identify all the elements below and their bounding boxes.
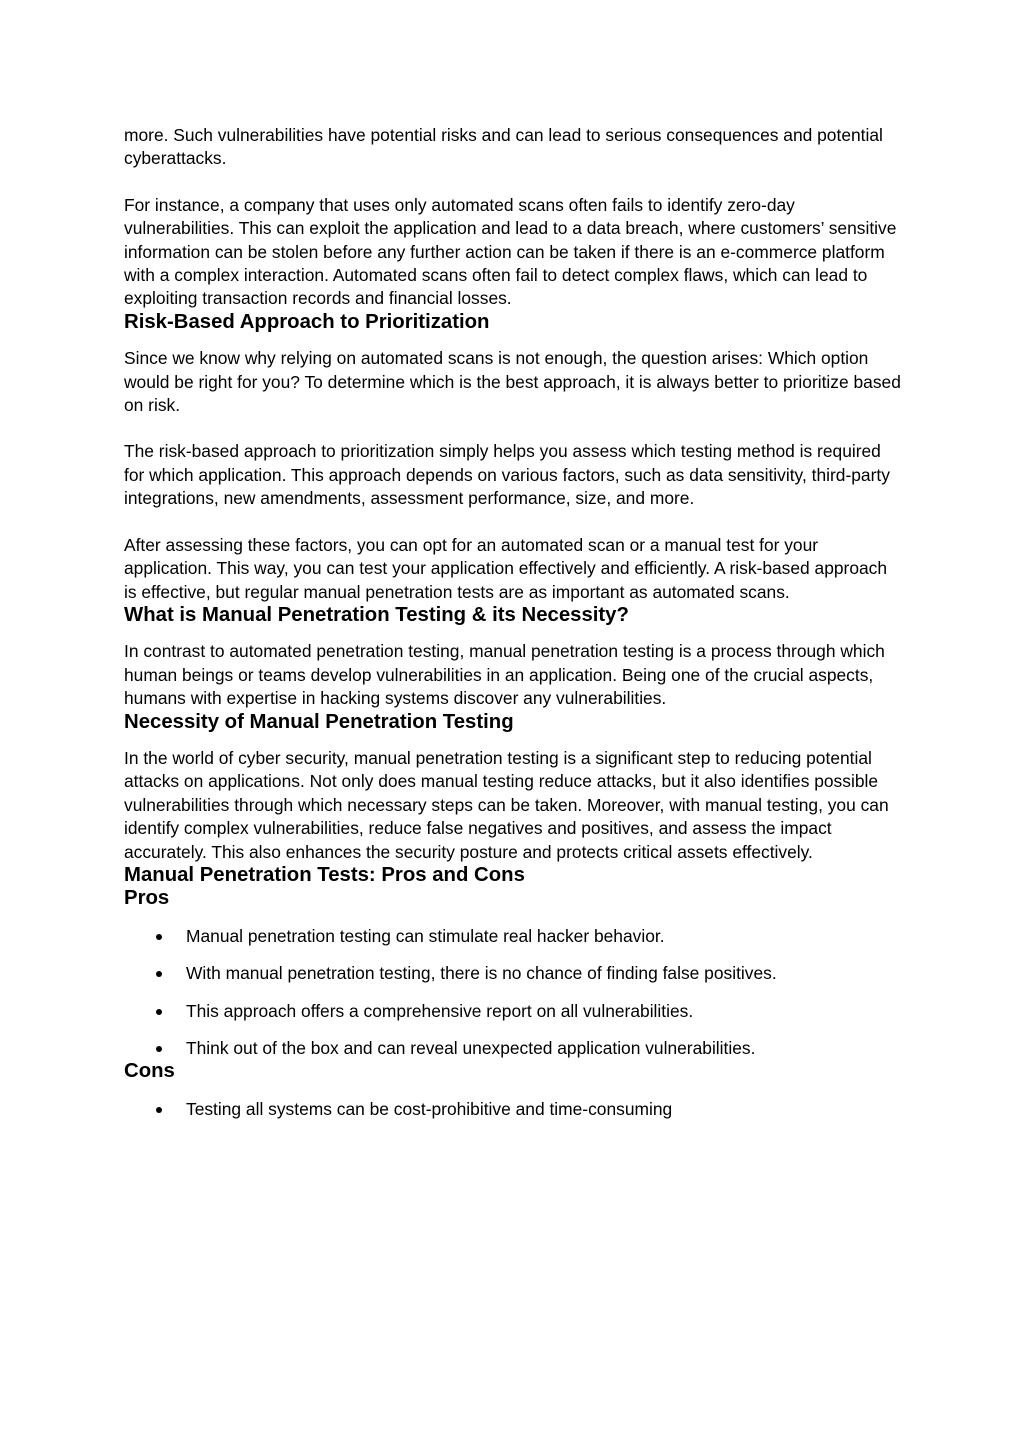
paragraph-instance-example: For instance, a company that uses only automated scans often fails to identify zero-day vulnerabilities. This can exploit the application and lead to a data breach, where customers’ sensitive information can be stolen before any further action can be taken if there is an e-commerce platform with a complex interaction. Automated scans often fail to detect complex flaws, which can lead to exploiting transaction records and financial losses.: [124, 194, 897, 309]
document-page: [124, 124, 904, 1121]
bullet-icon: [156, 1046, 162, 1052]
heading-pros: Pros: [124, 887, 170, 910]
list-item: [124, 925, 904, 948]
heading-what-is-manual-testing: What is Manual Penetration Testing & its Necessity?: [124, 603, 629, 626]
list-item-text: Testing all systems can be cost-prohibitive and time-consuming: [186, 1098, 673, 1119]
paragraph-risk-conclusion: After assessing these factors, you can opt for an automated scan or a manual test for your application. This way, you can test your application effectively and efficiently. A risk-based approach is effective, but regular manual penetration tests are as important as automated scans.: [124, 534, 888, 602]
list-item: [124, 1000, 904, 1023]
list-item-text: This approach offers a comprehensive report on all vulnerabilities.: [186, 1000, 694, 1021]
paragraph-necessity: In the world of cyber security, manual penetration testing is a significant step to reducing potential attacks on applications. Not only does manual testing reduce attacks, but it also identifies possible vulnerabilities through which necessary steps can be taken. Moreover, with manual testing, you can identify complex vulnerabilities, reduce false negatives and positives, and assess the impact accurately. This also enhances the security posture and protects critical assets effectively.: [124, 747, 889, 862]
heading-pros-and-cons: Manual Penetration Tests: Pros and Cons: [124, 863, 525, 886]
cons-list: [124, 1098, 904, 1121]
bullet-icon: [156, 971, 162, 977]
heading-cons: Cons: [124, 1060, 175, 1083]
paragraph-risk-question: Since we know why relying on automated scans is not enough, the question arises: Which option would be right for you? To determine which is the best approach, it is always better to prioritize based on risk.: [124, 348, 901, 416]
heading-necessity: Necessity of Manual Penetration Testing: [124, 710, 514, 733]
pros-list: [124, 925, 904, 1061]
bullet-icon: [156, 1107, 162, 1113]
paragraph-intro-continuation: more. Such vulnerabilities have potential risks and can lead to serious consequences and potential cyberattacks.: [124, 125, 883, 169]
list-item-text: With manual penetration testing, there is no chance of finding false positives.: [186, 963, 777, 984]
list-item: [124, 962, 904, 985]
list-item: [124, 1037, 904, 1060]
list-item-text: Think out of the box and can reveal unexpected application vulnerabilities.: [186, 1038, 756, 1058]
heading-risk-based-approach: Risk-Based Approach to Prioritization: [124, 310, 490, 333]
paragraph-risk-factors: The risk-based approach to prioritization simply helps you assess which testing method is required for which application. This approach depends on various factors, such as data sensitivity, third-party integrations, new amendments, assessment performance, size, and more.: [124, 441, 890, 509]
bullet-icon: [156, 1009, 162, 1015]
list-item: [124, 1098, 904, 1121]
bullet-icon: [156, 934, 162, 940]
paragraph-manual-testing-definition: In contrast to automated penetration testing, manual penetration testing is a process through which human beings or teams develop vulnerabilities in an application. Being one of the crucial aspects, humans with expertise in hacking systems discover any vulnerabilities.: [124, 641, 885, 709]
list-item-text: Manual penetration testing can stimulate real hacker behavior.: [186, 925, 665, 946]
